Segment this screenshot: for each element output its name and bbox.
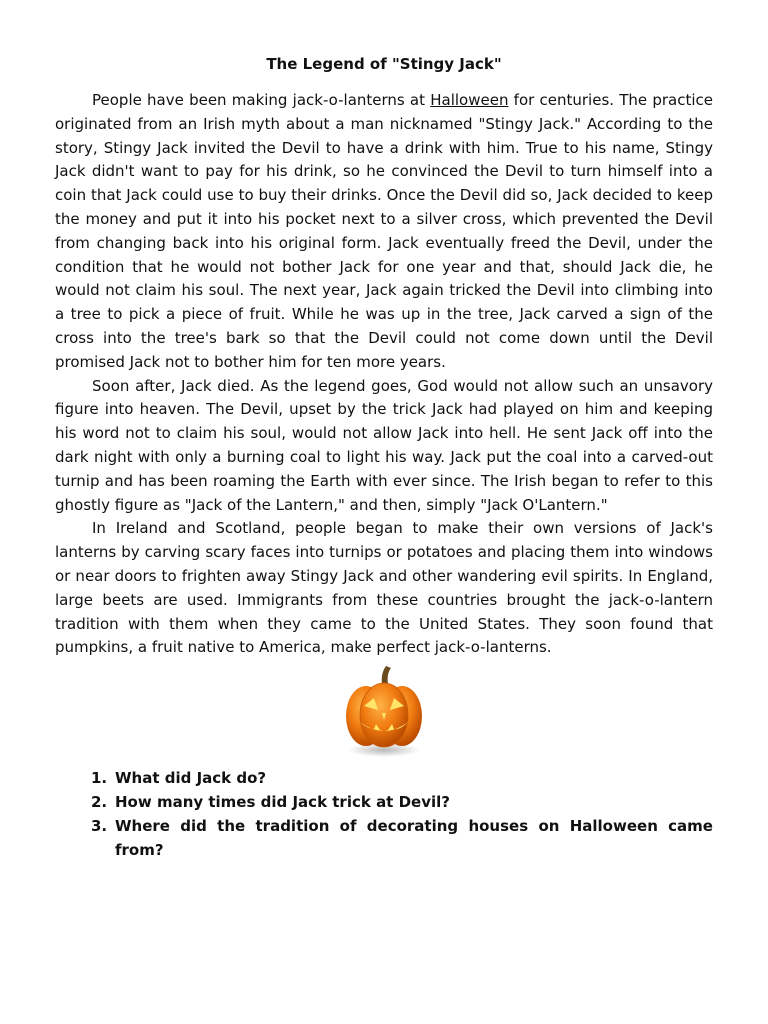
question-item-3 [91,814,713,862]
question-text: What did Jack do? [115,769,267,788]
halloween-link[interactable]: Halloween [430,91,509,109]
question-text: How many times did Jack trick at Devil? [115,793,450,812]
paragraph-1-after: for centuries. The practice originated from an Irish myth about a man nicknamed "Stingy Jack." According to the story, Stingy Jack invited the Devil to have a drink with him. True to his name, Stingy Jack didn't want to pay for his drink, so he convinced the Devil to turn himself into a coin that Jack could use to buy their drinks. Once the Devil did so, Jack decided to keep the money and put it into his pocket next to a silver cross, which prevented the Devil from changing back into his original form. Jack eventually freed the Devil, under the condition that he would not bother Jack for one year and that, should Jack die, he would not claim his soul. The next year, Jack again tricked the Devil into climbing into a tree to pick a piece of fruit. While he was up in the tree, Jack carved a sign of the cross into the tree's bark so that the Devil could not come down until the Devil promised Jack not to bother him for ten more years. [55,91,714,371]
document-page [55,50,713,862]
question-text: Where did the tradition of decorating houses on Halloween came from? [115,817,713,860]
document-title: The Legend of "Stingy Jack" [266,55,502,73]
question-number: 2. [91,793,108,812]
paragraph-1-before: People have been making jack-o-lanterns at [92,91,431,109]
paragraph-2: Soon after, Jack died. As the legend goes, God would not allow such an unsavory figure into heaven. The Devil, upset by the trick Jack had played on him and keeping his word not to claim his soul, would not allow Jack into hell. He sent Jack off into the dark night with only a burning coal to light his way. Jack put the coal into a carved-out turnip and has been roaming the Earth with ever since. The Irish began to refer to this ghostly figure as "Jack of the Lantern," and then, simply "Jack O'Lantern." [55,376,713,514]
paragraph-3: In Ireland and Scotland, people began to make their own versions of Jack's lanterns by carving scary faces into turnips or potatoes and placing them into windows or near doors to frighten away Stingy Jack and other wandering evil spirits. In England, large beets are used. Immigrants from these countries brought the jack-o-lantern tradition with them when they came to the United States. They soon found that pumpkins, a fruit native to America, make perfect jack-o-lanterns. [55,519,713,657]
question-list [55,766,713,862]
paragraph-1 [55,89,713,375]
question-item-1 [91,766,713,790]
question-number: 1. [91,769,108,788]
question-item-2 [91,790,713,814]
jack-o-lantern-icon [342,666,426,758]
question-number: 3. [91,817,108,836]
